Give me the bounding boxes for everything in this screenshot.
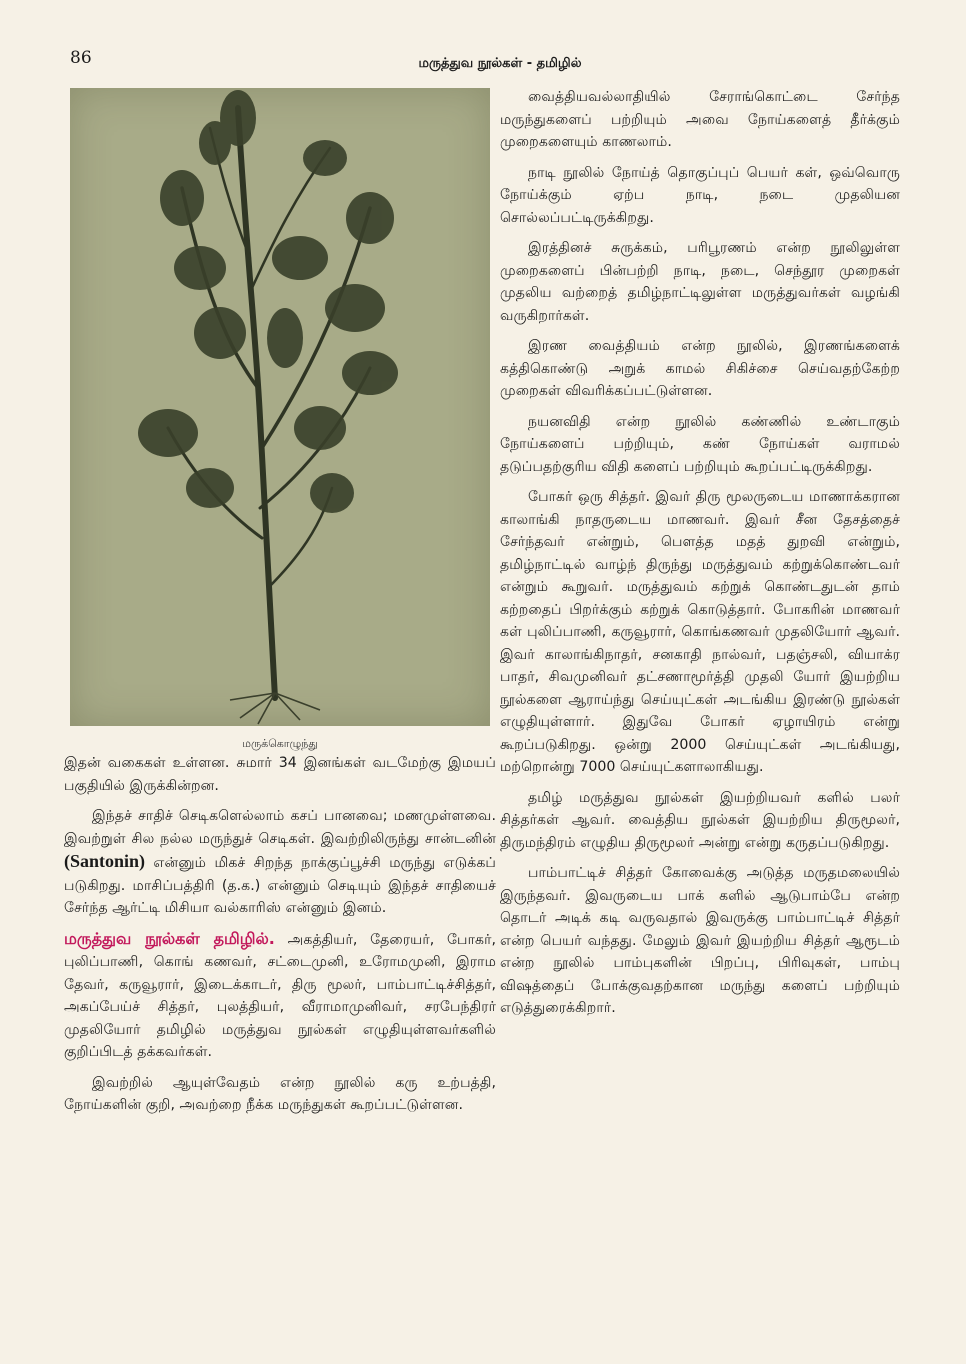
paragraph: இரண வைத்தியம் என்ற நூலில், இரணங்களைக் கத்திகொண்டு அறுக் காமல் சிகிச்சை செய்வதற்கேற்ற முறைகள் விவரிக்கப்பட்டுள்ளன. (500, 338, 900, 399)
left-column (64, 752, 496, 1125)
paragraph: வைத்தியவல்லாதியில் சேராங்கொட்டை சேர்ந்த மருந்துகளைப் பற்றியும் அவை நோய்களைத் தீர்க்கும் முறைகளையும் காணலாம். (500, 89, 900, 150)
latin-term: (Santonin) (64, 851, 146, 871)
paragraph: இரத்தினச் சுருக்கம், பரிபூரணம் என்ற நூலிலுள்ள முறைகளைப் பின்பற்றி நாடி, நடை, செந்தூர முறைகள் முதலிய வற்றைத் தமிழ்நாட்டிலுள்ள மருத்துவர்கள் வழங்கி வருகிறார்கள். (500, 240, 900, 324)
paragraph: இவற்றில் ஆயுள்வேதம் என்ற நூலில் கரு உற்பத்தி, நோய்களின் குறி, அவற்றை நீக்க மருந்துகள் கூறப்பட்டுள்ளன. (64, 1074, 496, 1113)
figure-caption: மருக்கொழுந்து (242, 737, 318, 750)
paragraph: இதன் வகைகள் உள்ளன. சுமார் 34 இனங்கள் வடமேற்கு இமயப் பகுதியில் இருக்கின்றன. (64, 755, 496, 794)
plant-illustration (70, 88, 490, 726)
paragraph: நாடி நூலில் நோய்த் தொகுப்புப் பெயர் கள், ஒவ்வொரு நோய்க்கும் ஏற்ப நாடி, நடை முதலியன சொல்லப்பட்டிருக்கிறது. (500, 164, 900, 226)
paragraph: போகர் ஒரு சித்தர். இவர் திரு மூலருடைய மாணாக்கரான காலாங்கி நாதருடைய மாணவர். இவர் சீன தேசத்தைச் சேர்ந்தவர் என்றும், பௌத்த மதத் துறவி என்றும், தமிழ்நாட்டில் வாழ்ந் திருந்து மருத்துவம் கற்றுக்கொண்டவர் என்றும் கூறுவர். மருத்துவம் கற்றுக் கொண்டதுடன் தாம் கற்றதைப் பிறர்க்கும் கற்றுக் கொடுத்தார். போகரின் மாணவர் கள் புலிப்பாணி, கருவூரார், கொங்கணவர் முதலியோர் ஆவர். இவர் காலாங்கிநாதர், சனகாதி நால்வர், பதஞ்சலி, வியாக்ர பாதர், சிவமுனிவர் தட்சணாமூர்த்தி முதலி யோர் இயற்றிய நூல்களை ஆராய்ந்து செய்யுட்கள் அடங்கிய இரண்டு நூல்கள் எழுதியுள்ளார். இதுவே போகர் ஏழாயிரம் என்று கூறப்படுகிறது. ஒன்று 2000 செய்யுட்கள் அடங்கியது, மற்றொன்று 7000 செய்யுட்களாலாகியது. (500, 489, 900, 775)
section-paragraph (64, 928, 496, 1064)
paragraph-text: அகத்தியர், தேரையர், போகர், புலிப்பாணி, கொங் கணவர், சட்டைமுனி, உரோமமுனி, இராம தேவர், கருவூரார், இடைக்காடர், திரு மூலர், பாம்பாட்டிச்சித்தர், அகப்பேய்ச் சித்தர், புலத்தியர், வீராமாமுனிவர், சரபேந்திரர் முதலியோர் தமிழில் மருத்துவ நூல்கள் எழுதியுள்ளவர்களில் குறிப்பிடத் தக்கவர்கள். (64, 931, 497, 1060)
page-number: 86 (70, 48, 92, 68)
paragraph (64, 805, 496, 920)
running-head: மருத்துவ நூல்கள் - தமிழில் (418, 56, 582, 71)
right-column (500, 86, 900, 1028)
paragraph: பாம்பாட்டிச் சித்தர் கோவைக்கு அடுத்த மருதமலையில் இருந்தவர். இவருடைய பாக் களில் ஆடுபாம்பே என்ற தொடர் அடிக் கடி வருவதால் இவருக்கு பாம்பாட்டிச் சித்தர் என்ற பெயர் வந்தது. மேலும் இவர் இயற்றிய சித்தர் ஆரூடம் என்ற நூலில் பாம்புகளின் பிறப்பு, பிரிவுகள், பாம்பு விஷத்தைப் போக்குவதற்கான மருந்து களைப் பற்றியும் எடுத்துரைக்கிறார். (500, 865, 900, 1016)
paragraph: நயனவிதி என்ற நூலில் கண்ணில் உண்டாகும் நோய்களைப் பற்றியும், கண் நோய்கள் வராமல் தடுப்பதற்குரிய விதி களைப் பற்றியும் கூறப்பட்டிருக்கிறது. (500, 413, 900, 475)
section-heading: மருத்துவ நூல்கள் தமிழில். (64, 928, 275, 948)
paragraph-text: இந்தச் சாதிச் செடிகளெல்லாம் கசப் பானவை; மணமுள்ளவை. இவற்றுள் சில நல்ல மருந்துச் செடிகள். இவற்றிலிருந்து சான்டனின் (64, 808, 496, 847)
paragraph-text: என்னும் மிகச் சிறந்த நாக்குப்பூச்சி மருந்து எடுக்கப் படுகிறது. மாசிப்பத்திரி (த.க.) என்னும் செடியும் இந்தச் சாதியைச் சேர்ந்த ஆர்ட்டி மிசியா வல்காரிஸ் என்னும் இனம். (64, 855, 496, 916)
plant-photo (70, 88, 490, 726)
paragraph: தமிழ் மருத்துவ நூல்கள் இயற்றியவர் களில் பலர் சித்தர்கள் ஆவர். வைத்திய நூல்கள் இயற்றிய திருமூலர், திருமந்திரம் எழுதிய திருமூலர் அன்று என்று கருதப்படுகிறது. (500, 789, 900, 851)
